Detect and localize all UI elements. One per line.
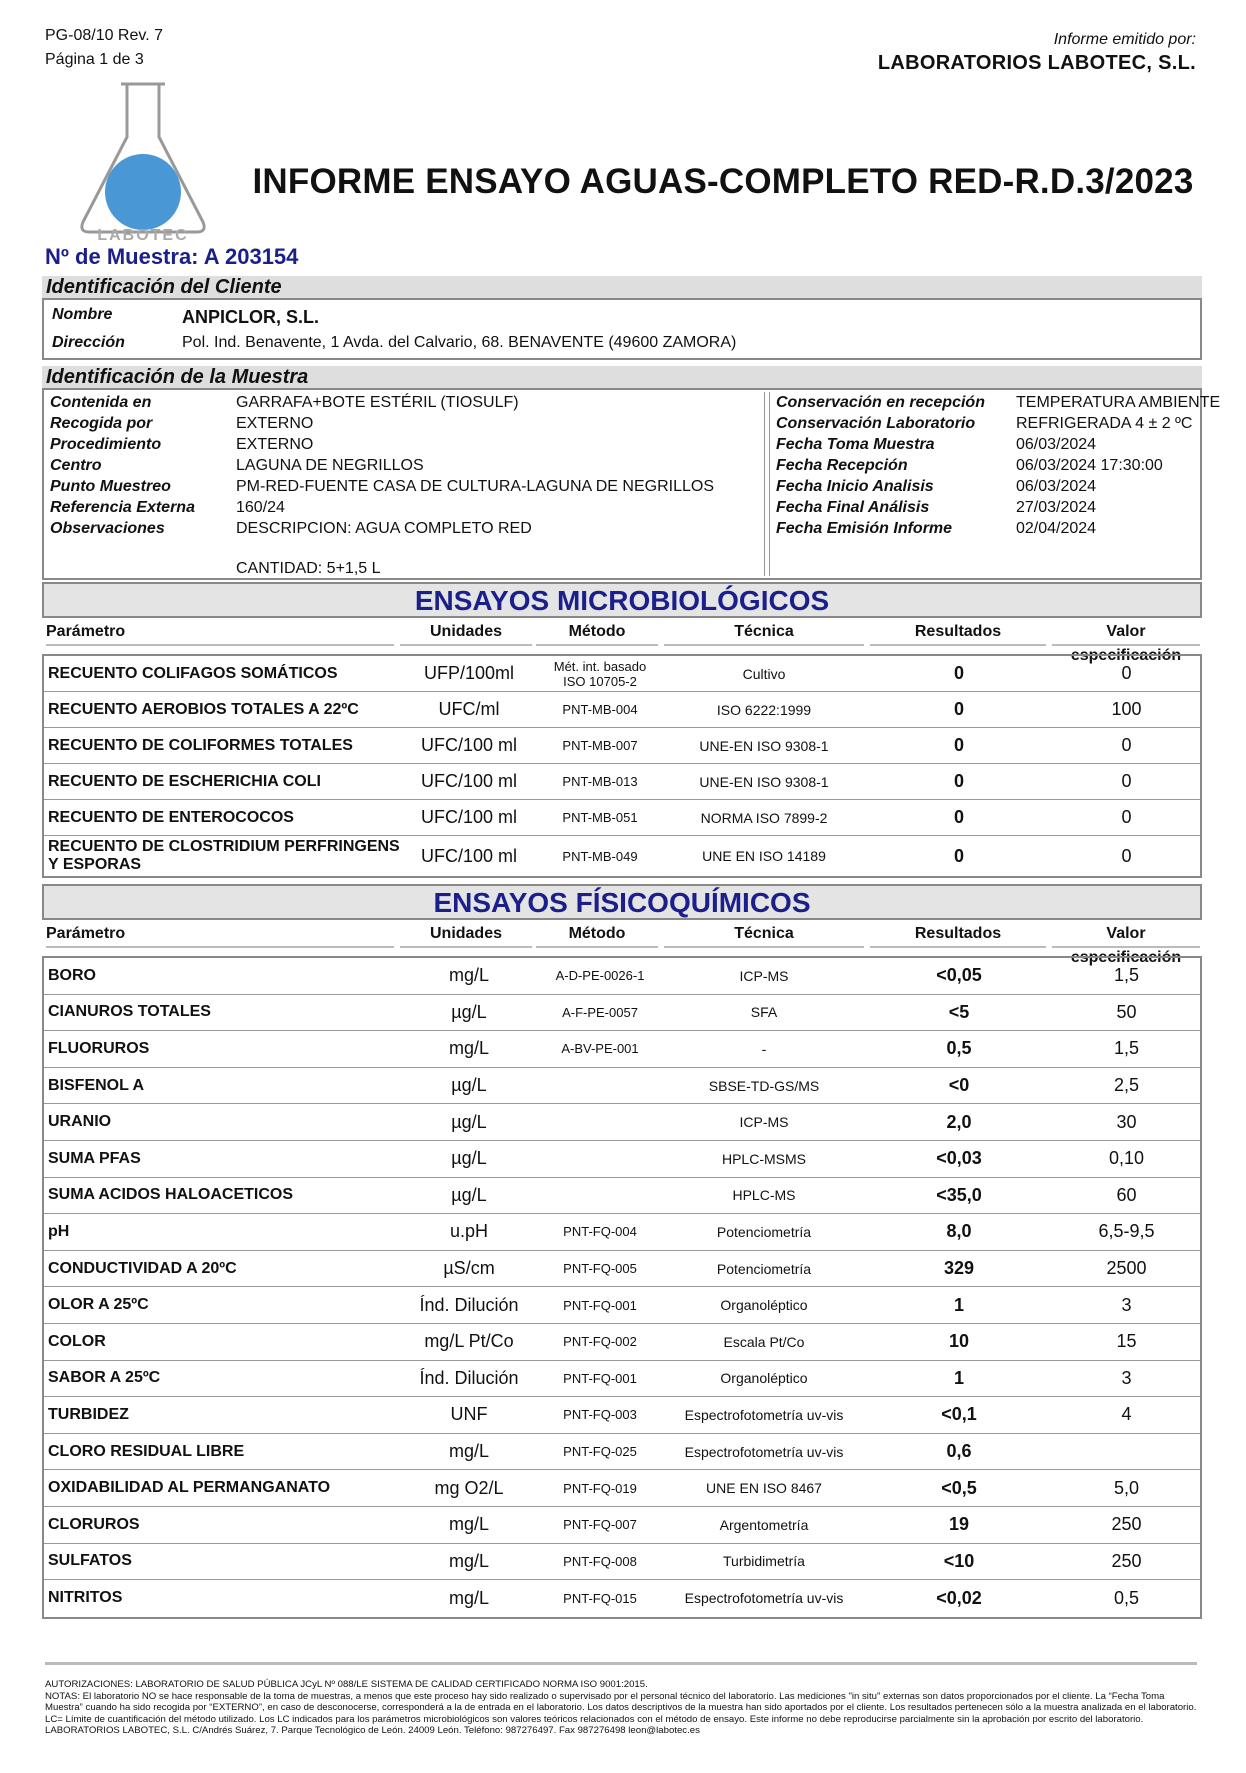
method-cell: PNT-FQ-015 <box>563 1590 637 1606</box>
method-cell <box>544 1141 656 1177</box>
sample-field-label: Punto Muestreo <box>50 478 171 495</box>
technique-cell: HPLC-MSMS <box>721 1150 806 1167</box>
sample-field-value: 160/24 <box>236 499 285 516</box>
method-cell: PNT-MB-007 <box>562 738 638 753</box>
sample-field-value: EXTERNO <box>236 415 314 432</box>
unit-cell: UFC/ml <box>438 699 500 719</box>
param-cell: FLUORUROS <box>48 1039 150 1057</box>
method-cell: PNT-FQ-007 <box>563 1517 637 1533</box>
technique-cell: Potenciometría <box>716 1260 812 1277</box>
result-cell: <5 <box>948 1001 970 1022</box>
table-row <box>44 1251 1200 1288</box>
result-cell: 0 <box>953 771 964 791</box>
table-row <box>44 692 1200 728</box>
technique-cell: UNE-EN ISO 9308-1 <box>699 737 829 754</box>
footer-notes: NOTAS: El laboratorio NO se hace responsable de la toma de muestras, a menos que este proceso hay sido realizado o supervisado por el personal técnico del laboratorio. Las mediciones "in situ" externas son datos proporcionados por el cliente. La “Fecha Toma Muestra” cuando ha sido recogida por “EXTERNO”, en caso de desconocerse, corresponderá a la de entrada en el laboratorio. Los datos descriptivos de la muestra han sido aportados por el cliente. Los resultados pertenecen sólo a la muestra analizada en el laboratorio. LC= Límite de cuantificación del método utilizado. Los LC indicados para los parámetros microbiológicos son valores teóricos relacionados con el método de ensayo. Este informe no debe reproducirse parcialmente sin la aprobación por escrito del laboratorio. <box>45 1690 1197 1725</box>
table-row <box>44 1104 1200 1141</box>
result-cell: <35,0 <box>936 1184 982 1205</box>
result-cell: 19 <box>948 1514 970 1535</box>
technique-cell: - <box>761 1040 767 1057</box>
spec-cell: 2500 <box>1106 1258 1147 1279</box>
sample-field-label: Referencia Externa <box>50 499 195 516</box>
unit-cell: µg/L <box>451 1075 487 1096</box>
fq-table <box>42 956 1202 1619</box>
param-cell: COLOR <box>48 1332 106 1350</box>
sample-field-label: Fecha Final Análisis <box>776 499 930 516</box>
unit-cell: UFC/100 ml <box>420 845 518 866</box>
technique-cell: Potenciometría <box>716 1223 812 1240</box>
sample-field-label: Procedimiento <box>50 436 162 453</box>
table-row <box>44 1178 1200 1215</box>
sample-field-label: Fecha Recepción <box>776 457 908 474</box>
result-cell: 8,0 <box>946 1221 972 1242</box>
spec-cell: 15 <box>1116 1331 1137 1352</box>
col-method: Método <box>536 620 658 646</box>
client-name-value: ANPICLOR, S.L. <box>182 307 320 327</box>
col-results: Resultados <box>870 922 1046 948</box>
technique-cell: UNE EN ISO 8467 <box>706 1480 822 1497</box>
method-cell: PNT-FQ-025 <box>563 1444 637 1460</box>
param-cell: pH <box>48 1222 70 1240</box>
unit-cell: mg/L <box>448 1038 490 1059</box>
result-cell: <10 <box>943 1550 975 1571</box>
table-row <box>44 1287 1200 1324</box>
table-row <box>44 995 1200 1032</box>
spec-cell: 60 <box>1116 1184 1137 1205</box>
sample-field-value: 02/04/2024 <box>1016 520 1097 537</box>
method-cell <box>544 1178 656 1214</box>
spec-cell: 1,5 <box>1113 1038 1140 1059</box>
result-cell: 10 <box>948 1331 970 1352</box>
sample-section-title: Identificación de la Muestra <box>42 366 1202 388</box>
spec-cell: 0 <box>1121 735 1132 755</box>
param-cell: RECUENTO DE ENTEROCOCOS <box>48 808 294 826</box>
spec-cell: 6,5-9,5 <box>1098 1221 1155 1242</box>
footer-authorizations: AUTORIZACIONES: LABORATORIO DE SALUD PÚBLICA JCyL Nº 088/LE SISTEMA DE CALIDAD CERTIFICADO NORMA ISO 9001:2015. <box>45 1679 648 1690</box>
method-cell: Mét. int. basado ISO 10705-2 <box>553 658 647 689</box>
technique-cell: Cultivo <box>742 665 786 682</box>
table-row <box>44 1434 1200 1471</box>
unit-cell: Índ. Dilución <box>419 1367 519 1388</box>
technique-cell: Espectrofotometría uv-vis <box>684 1406 844 1423</box>
sample-field-value: DESCRIPCION: AGUA COMPLETO RED <box>236 520 532 537</box>
sample-field-value: PM-RED-FUENTE CASA DE CULTURA-LAGUNA DE NEGRILLOS <box>236 478 715 495</box>
method-cell: PNT-MB-013 <box>562 774 638 789</box>
unit-cell: Índ. Dilución <box>419 1294 519 1315</box>
sample-field-label: Observaciones <box>50 520 165 537</box>
result-cell: 0 <box>953 663 964 683</box>
spec-cell <box>1054 1434 1199 1470</box>
issued-by-label: Informe emitido por: <box>1053 31 1196 48</box>
spec-cell: 0 <box>1121 845 1132 866</box>
sample-field-value: 06/03/2024 17:30:00 <box>1016 457 1163 474</box>
unit-cell: mg/L <box>448 1441 490 1462</box>
unit-cell: mg/L <box>448 1514 490 1535</box>
method-cell: PNT-MB-004 <box>562 702 638 717</box>
spec-cell: 5,0 <box>1113 1477 1140 1498</box>
param-cell: OXIDABILIDAD AL PERMANGANATO <box>48 1479 331 1497</box>
param-cell: BORO <box>48 966 96 984</box>
method-cell: PNT-FQ-001 <box>563 1370 637 1386</box>
result-cell: 0 <box>953 807 964 827</box>
result-cell: <0,03 <box>936 1148 982 1169</box>
unit-cell: µS/cm <box>443 1258 495 1279</box>
param-cell: CLORUROS <box>48 1515 140 1533</box>
micro-table <box>42 654 1202 878</box>
labotec-logo <box>75 82 210 242</box>
unit-cell: mg/L <box>448 1550 490 1571</box>
spec-cell: 0,10 <box>1108 1148 1145 1169</box>
sample-field-label: Fecha Toma Muestra <box>776 436 935 453</box>
spec-cell: 250 <box>1111 1514 1142 1535</box>
table-row <box>44 728 1200 764</box>
fq-column-headers <box>42 922 1202 966</box>
spec-cell: 2,5 <box>1113 1075 1140 1096</box>
col-spec: Valor especificación <box>1052 620 1200 646</box>
unit-cell: u.pH <box>449 1221 489 1242</box>
logo-text: LABOTEC <box>97 227 189 244</box>
technique-cell: Turbidimetría <box>723 1553 805 1570</box>
method-cell: PNT-FQ-004 <box>563 1224 637 1240</box>
technique-cell: UNE-EN ISO 9308-1 <box>699 773 829 790</box>
technique-cell: NORMA ISO 7899-2 <box>700 809 828 826</box>
client-box <box>42 298 1202 360</box>
unit-cell: UNF <box>450 1404 488 1425</box>
sample-field-value: REFRIGERADA 4 ± 2 ºC <box>1016 415 1193 432</box>
sample-field-label: Conservación Laboratorio <box>776 415 976 432</box>
technique-cell: SFA <box>750 1004 778 1021</box>
result-cell: <0,02 <box>936 1587 982 1608</box>
sample-field-value: 06/03/2024 <box>1016 436 1097 453</box>
sample-field-value: GARRAFA+BOTE ESTÉRIL (TIOSULF) <box>236 394 519 411</box>
unit-cell: UFC/100 ml <box>420 735 518 755</box>
table-row <box>44 656 1200 692</box>
sample-box <box>42 388 1221 580</box>
observations-line2: CANTIDAD: 5+1,5 L <box>236 560 381 577</box>
method-cell: PNT-MB-049 <box>562 848 638 864</box>
sample-field-value: 27/03/2024 <box>1016 499 1097 516</box>
technique-cell: Organoléptico <box>720 1297 808 1314</box>
table-row <box>44 1214 1200 1251</box>
sample-field-value: EXTERNO <box>236 436 314 453</box>
param-cell: BISFENOL A <box>48 1076 145 1094</box>
spec-cell: 3 <box>1121 1294 1132 1315</box>
sample-number: Nº de Muestra: A 203154 <box>45 244 299 269</box>
sample-field-label: Conservación en recepción <box>776 394 985 411</box>
sample-field-value: 06/03/2024 <box>1016 478 1097 495</box>
table-row <box>44 764 1200 800</box>
method-cell: PNT-MB-051 <box>562 810 638 825</box>
col-results: Resultados <box>870 620 1046 646</box>
client-name-label: Nombre <box>52 306 113 323</box>
result-cell: 2,0 <box>946 1111 972 1132</box>
col-units: Unidades <box>400 922 532 948</box>
col-units: Unidades <box>400 620 532 646</box>
method-cell: A-D-PE-0026-1 <box>555 968 645 984</box>
doc-header-left <box>45 24 163 72</box>
table-row <box>44 1580 1200 1617</box>
sample-field-value: TEMPERATURA AMBIENTE <box>1016 394 1221 411</box>
result-cell: 0 <box>953 735 964 755</box>
technique-cell: SBSE-TD-GS/MS <box>708 1077 820 1094</box>
unit-cell: µg/L <box>451 1111 487 1132</box>
technique-cell: Espectrofotometría uv-vis <box>684 1590 844 1607</box>
technique-cell: ICP-MS <box>739 967 789 984</box>
client-address-label: Dirección <box>52 334 125 351</box>
col-spec: Valor especificación <box>1052 922 1200 948</box>
result-cell: <0 <box>948 1075 970 1096</box>
unit-cell: UFC/100 ml <box>420 771 518 791</box>
method-cell: A-F-PE-0057 <box>562 1004 638 1020</box>
param-cell: CONDUCTIVIDAD A 20ºC <box>48 1259 237 1277</box>
unit-cell: UFC/100 ml <box>420 807 518 827</box>
table-row <box>44 1068 1200 1105</box>
col-method: Método <box>536 922 658 948</box>
sample-field-label: Contenida en <box>50 394 152 411</box>
result-cell: 0 <box>953 845 964 866</box>
table-row <box>44 1470 1200 1507</box>
result-cell: <0,1 <box>941 1404 977 1425</box>
doc-header-right <box>878 28 1196 75</box>
unit-cell: µg/L <box>451 1184 487 1205</box>
param-cell: TURBIDEZ <box>48 1405 129 1423</box>
col-param: Parámetro <box>46 922 394 948</box>
fq-section-title: ENSAYOS FÍSICOQUÍMICOS <box>42 884 1202 920</box>
client-section-title: Identificación del Cliente <box>42 276 1202 298</box>
spec-cell: 50 <box>1116 1001 1137 1022</box>
unit-cell: mg/L <box>448 965 490 986</box>
param-cell: RECUENTO DE ESCHERICHIA COLI <box>48 772 321 790</box>
table-row <box>44 1397 1200 1434</box>
result-cell: <0,05 <box>936 965 982 986</box>
param-cell: OLOR A 25ºC <box>48 1296 149 1314</box>
micro-column-headers <box>42 620 1202 664</box>
param-cell: SABOR A 25ºC <box>48 1369 161 1387</box>
page-indicator: Página 1 de 3 <box>45 51 144 68</box>
result-cell: 0 <box>953 699 964 719</box>
result-cell: 0,5 <box>946 1038 972 1059</box>
result-cell: 1 <box>953 1367 964 1388</box>
col-technique: Técnica <box>664 922 864 948</box>
sample-divider <box>764 392 770 576</box>
sample-field-label: Recogida por <box>50 415 153 432</box>
lab-name: LABORATORIOS LABOTEC, S.L. <box>877 52 1196 74</box>
param-cell: NITRITOS <box>48 1589 123 1607</box>
technique-cell: Organoléptico <box>720 1370 808 1387</box>
param-cell: SUMA ACIDOS HALOACETICOS <box>48 1186 294 1204</box>
param-cell: SUMA PFAS <box>48 1149 141 1167</box>
method-cell: PNT-FQ-003 <box>563 1407 637 1423</box>
footer <box>45 1662 1197 1737</box>
spec-cell: 0 <box>1121 663 1132 683</box>
method-cell: A-BV-PE-001 <box>561 1041 639 1057</box>
technique-cell: Argentometría <box>719 1516 809 1533</box>
method-cell: PNT-FQ-008 <box>563 1553 637 1569</box>
param-cell: RECUENTO DE CLOSTRIDIUM PERFRINGENS Y ESPORAS <box>48 838 400 873</box>
report-title: INFORME ENSAYO AGUAS-COMPLETO RED-R.D.3/2023 <box>252 162 1194 201</box>
sample-field-label: Fecha Inicio Analisis <box>776 478 934 495</box>
technique-cell: Espectrofotometría uv-vis <box>684 1443 844 1460</box>
table-row <box>44 1361 1200 1398</box>
table-row <box>44 1031 1200 1068</box>
client-address-value: Pol. Ind. Benavente, 1 Avda. del Calvario, 68. BENAVENTE (49600 ZAMORA) <box>182 334 737 351</box>
table-row <box>44 1324 1200 1361</box>
table-row <box>44 1141 1200 1178</box>
result-cell: <0,5 <box>941 1477 977 1498</box>
param-cell: CLORO RESIDUAL LIBRE <box>48 1442 245 1460</box>
table-row <box>44 958 1200 995</box>
param-cell: RECUENTO COLIFAGOS SOMÁTICOS <box>48 664 338 682</box>
param-cell: CIANUROS TOTALES <box>48 1003 211 1021</box>
spec-cell: 100 <box>1111 699 1142 719</box>
result-cell: 1 <box>953 1294 964 1315</box>
sample-field-label: Centro <box>50 457 102 474</box>
spec-cell: 3 <box>1121 1367 1132 1388</box>
micro-section-title: ENSAYOS MICROBIOLÓGICOS <box>42 582 1202 618</box>
unit-cell: mg O2/L <box>434 1477 504 1498</box>
method-cell: PNT-FQ-019 <box>563 1480 637 1496</box>
table-row <box>44 836 1200 876</box>
unit-cell: mg/L Pt/Co <box>424 1331 514 1352</box>
doc-code: PG-08/10 Rev. 7 <box>45 27 163 44</box>
technique-cell: HPLC-MS <box>732 1187 796 1204</box>
table-row <box>44 800 1200 836</box>
unit-cell: µg/L <box>451 1001 487 1022</box>
method-cell <box>544 1104 656 1140</box>
param-cell: URANIO <box>48 1113 112 1131</box>
technique-cell: ICP-MS <box>739 1114 789 1131</box>
unit-cell: µg/L <box>451 1148 487 1169</box>
sample-field-label: Fecha Emisión Informe <box>776 520 953 537</box>
table-row <box>44 1507 1200 1544</box>
spec-cell: 0 <box>1121 807 1132 827</box>
method-cell: PNT-FQ-002 <box>563 1334 637 1350</box>
spec-cell: 1,5 <box>1113 965 1140 986</box>
spec-cell: 0,5 <box>1113 1587 1140 1608</box>
col-technique: Técnica <box>664 620 864 646</box>
spec-cell: 250 <box>1111 1550 1142 1571</box>
technique-cell: Escala Pt/Co <box>723 1333 805 1350</box>
method-cell: PNT-FQ-005 <box>563 1261 637 1277</box>
method-cell <box>544 1068 656 1104</box>
technique-cell: UNE EN ISO 14189 <box>702 848 826 864</box>
method-cell: PNT-FQ-001 <box>563 1297 637 1313</box>
unit-cell: UFP/100ml <box>423 663 515 683</box>
unit-cell: mg/L <box>448 1587 490 1608</box>
param-cell: RECUENTO AEROBIOS TOTALES A 22ºC <box>48 700 359 718</box>
table-row <box>44 1544 1200 1581</box>
param-cell: RECUENTO DE COLIFORMES TOTALES <box>48 736 353 754</box>
footer-address: LABORATORIOS LABOTEC, S.L. C/Andrés Suárez, 7. Parque Tecnológico de León. 24009 León. Teléfono: 987276497. Fax 987276498 leon@labotec.es <box>45 1725 700 1736</box>
result-cell: 329 <box>943 1258 975 1279</box>
spec-cell: 4 <box>1121 1404 1132 1425</box>
technique-cell: ISO 6222:1999 <box>716 701 812 718</box>
spec-cell: 30 <box>1116 1111 1137 1132</box>
col-param: Parámetro <box>46 620 394 646</box>
spec-cell: 0 <box>1121 771 1132 791</box>
sample-field-value: LAGUNA DE NEGRILLOS <box>236 457 424 474</box>
param-cell: SULFATOS <box>48 1552 132 1570</box>
result-cell: 0,6 <box>946 1441 972 1462</box>
